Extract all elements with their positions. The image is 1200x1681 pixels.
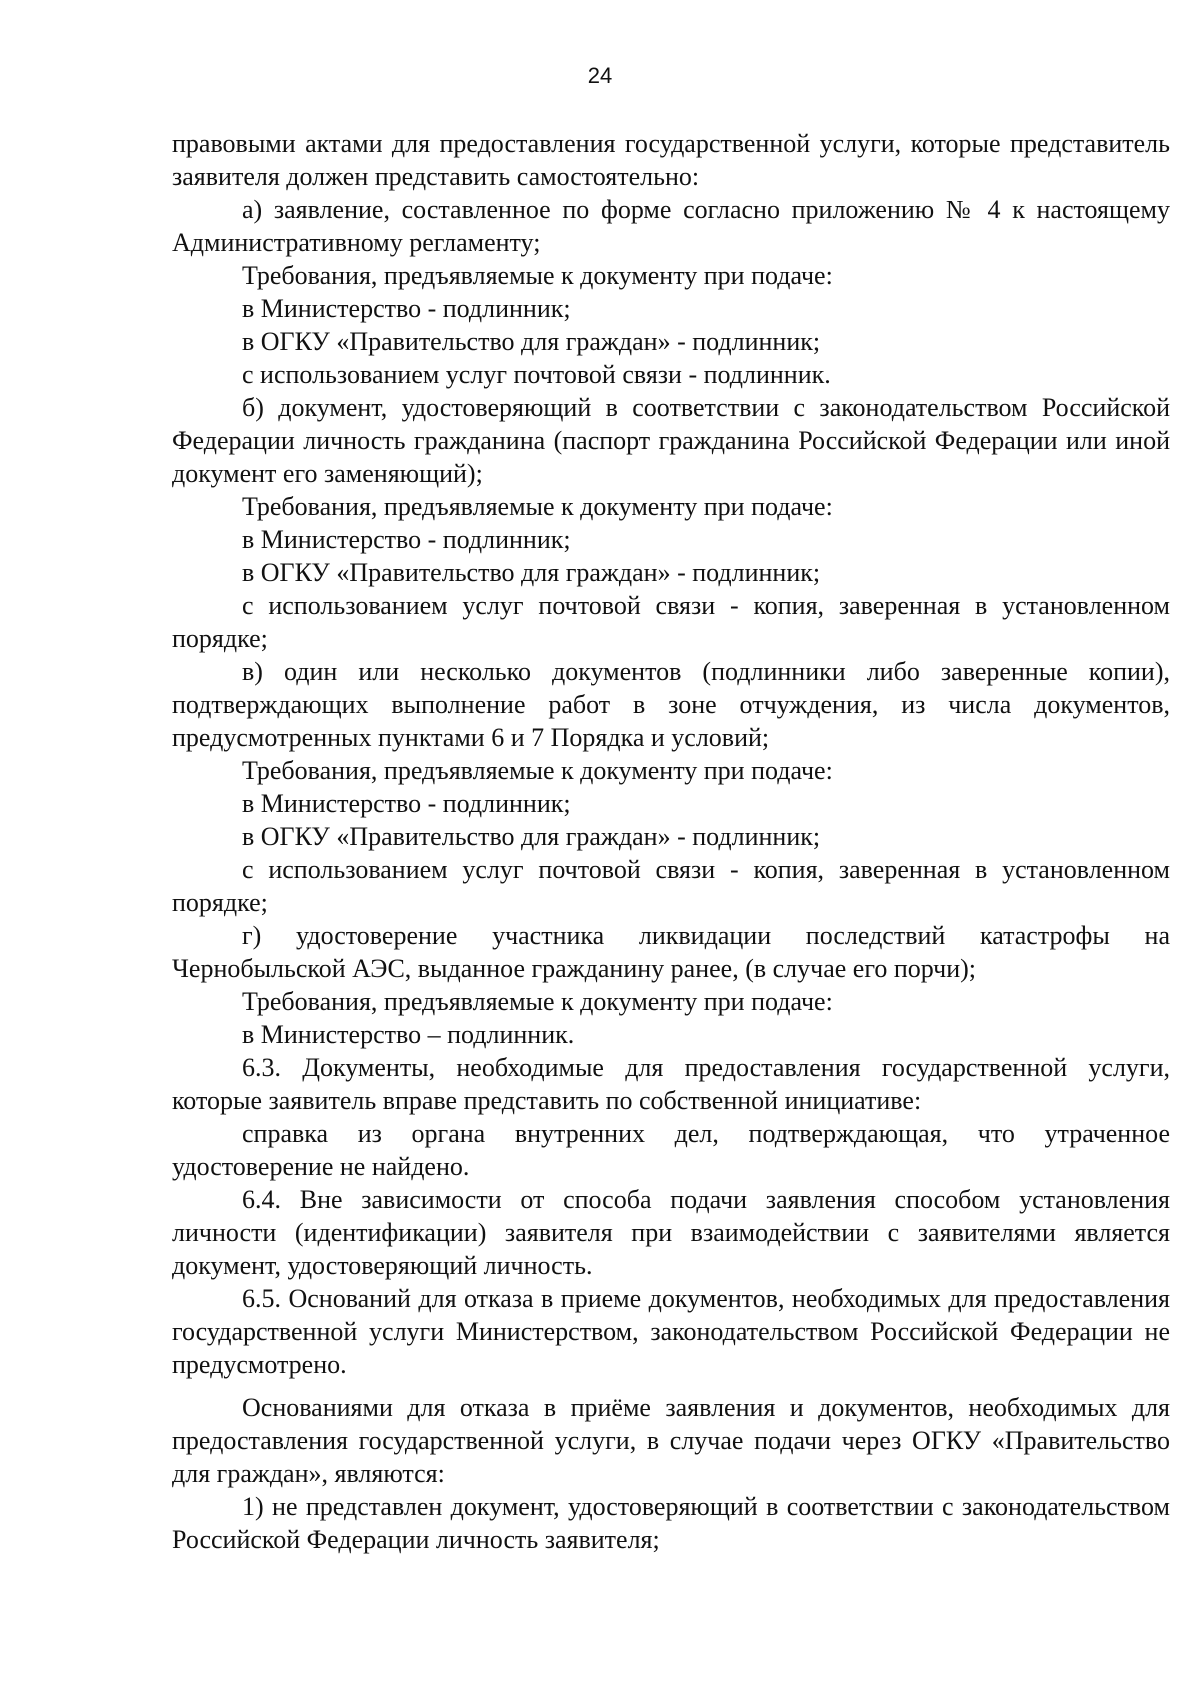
paragraph: в) один или несколько документов (подлинники либо заверенные копии), подтверждающих выполнение работ в зоне отчуждения, из числа документов, предусмотренных пунктами 6 и 7 Порядка и условий; <box>172 657 1170 752</box>
paragraph: 6.3. Документы, необходимые для предоставления государственной услуги, которые заявитель вправе представить по собственной инициативе: <box>172 1053 1170 1115</box>
paragraph: Требования, предъявляемые к документу при подаче: <box>242 261 833 290</box>
document-body <box>172 127 1170 1556</box>
paragraph: 1) не представлен документ, удостоверяющий в соответствии с законодательством Российской Федерации личность заявителя; <box>172 1492 1170 1554</box>
paragraph: справка из органа внутренних дел, подтверждающая, что утраченное удостоверение не найдено. <box>172 1119 1170 1181</box>
paragraph: Требования, предъявляемые к документу при подаче: <box>242 492 833 521</box>
paragraph: а) заявление, составленное по форме согласно приложению № 4 к настоящему Административному регламенту; <box>172 195 1170 257</box>
paragraph: Основаниями для отказа в приёме заявления и документов, необходимых для предоставления государственной услуги, в случае подачи через ОГКУ «Правительство для граждан», являются: <box>172 1393 1170 1488</box>
paragraph: с использованием услуг почтовой связи - копия, заверенная в установленном порядке; <box>172 591 1170 653</box>
paragraph: г) удостоверение участника ликвидации последствий катастрофы на Чернобыльской АЭС, выданное гражданину ранее, (в случае его порчи); <box>172 921 1170 983</box>
paragraph: с использованием услуг почтовой связи - подлинник. <box>242 360 831 389</box>
paragraph: в Министерство - подлинник; <box>242 789 571 818</box>
paragraph: в Министерство - подлинник; <box>242 525 571 554</box>
paragraph: в Министерство – подлинник. <box>242 1020 575 1049</box>
page-number: 24 <box>587 63 613 88</box>
paragraph: в ОГКУ «Правительство для граждан» - подлинник; <box>242 822 821 851</box>
paragraph: в ОГКУ «Правительство для граждан» - подлинник; <box>242 558 821 587</box>
paragraph: 6.4. Вне зависимости от способа подачи заявления способом установления личности (идентификации) заявителя при взаимодействии с заявителями является документ, удостоверяющий личность. <box>172 1185 1170 1280</box>
paragraph: с использованием услуг почтовой связи - копия, заверенная в установленном порядке; <box>172 855 1170 917</box>
paragraph: Требования, предъявляемые к документу при подаче: <box>242 756 833 785</box>
paragraph: б) документ, удостоверяющий в соответствии с законодательством Российской Федерации личность гражданина (паспорт гражданина Российской Федерации или иной документ его заменяющий); <box>172 393 1170 488</box>
paragraph: правовыми актами для предоставления государственной услуги, которые представитель заявителя должен представить самостоятельно: <box>172 129 1170 191</box>
paragraph: 6.5. Оснований для отказа в приеме документов, необходимых для предоставления государственной услуги Министерством, законодательством Российской Федерации не предусмотрено. <box>172 1284 1170 1379</box>
paragraph: Требования, предъявляемые к документу при подаче: <box>242 987 833 1016</box>
paragraph: в ОГКУ «Правительство для граждан» - подлинник; <box>242 327 821 356</box>
paragraph: в Министерство - подлинник; <box>242 294 571 323</box>
